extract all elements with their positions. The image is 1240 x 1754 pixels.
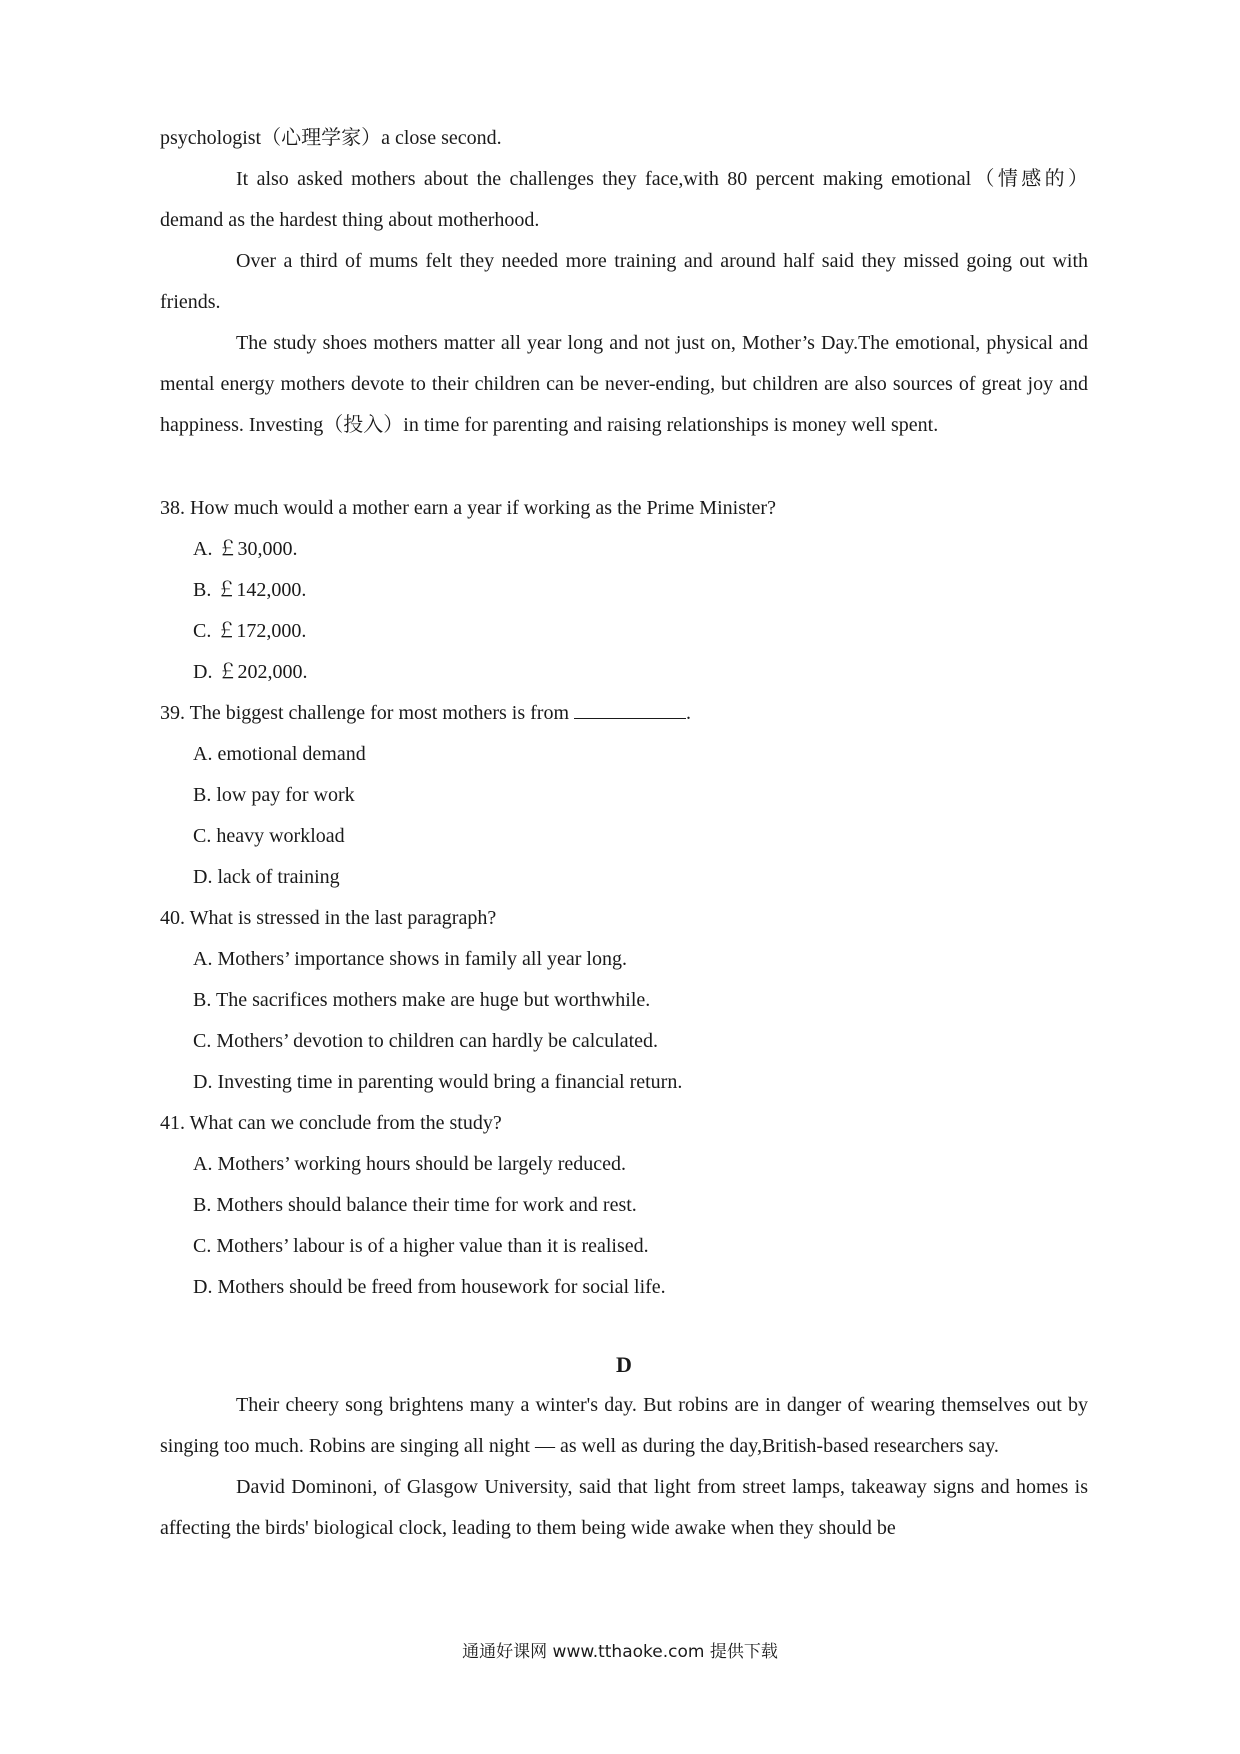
question-stem: 40. What is stressed in the last paragraph? [160, 907, 497, 929]
option-b: B. Mothers should balance their time for work and rest. [193, 1194, 637, 1216]
option-d: D. Investing time in parenting would bring a financial return. [193, 1071, 683, 1093]
option-a: A. Mothers’ importance shows in family all year long. [193, 948, 627, 970]
option-b: B. The sacrifices mothers make are huge but worthwhile. [193, 989, 651, 1011]
passage-d-paragraph-1: Their cheery song brightens many a winter's day. But robins are in danger of wearing themselves out by singing too much. Robins are singing all night — as well as during the day,British-based researchers say. [160, 1394, 1088, 1457]
option-d: D. Mothers should be freed from housework for social life. [193, 1276, 666, 1298]
question-stem: 38. How much would a mother earn a year if working as the Prime Minister? [160, 497, 776, 519]
option-d: D. ￡202,000. [193, 661, 308, 683]
passage-c-paragraph-3: Over a third of mums felt they needed more training and around half said they missed going out with friends. [160, 250, 1088, 313]
passage-c-paragraph-2: It also asked mothers about the challenges they face,with 80 percent making emotional（情感的） demand as the hardest thing about motherhood. [160, 168, 1088, 231]
question-39 [160, 693, 1088, 898]
option-b: B. low pay for work [193, 784, 355, 806]
question-38 [160, 488, 1088, 693]
option-a: A. emotional demand [193, 743, 366, 765]
option-c: C. Mothers’ labour is of a higher value than it is realised. [193, 1235, 649, 1257]
answer-blank [574, 700, 686, 719]
option-a: A. ￡30,000. [193, 538, 298, 560]
option-a: A. Mothers’ working hours should be largely reduced. [193, 1153, 627, 1175]
footer-credit: 通通好课网 www.tthaoke.com 提供下载 [462, 1642, 778, 1662]
question-stem: 41. What can we conclude from the study? [160, 1112, 502, 1134]
passage-c-paragraph-1: psychologist（心理学家）a close second. [160, 127, 502, 149]
option-c: C. ￡172,000. [193, 620, 307, 642]
document-page [160, 118, 1088, 1549]
question-stem-text: 39. The biggest challenge for most mothers is from [160, 702, 574, 724]
passage-c-paragraph-4: The study shoes mothers matter all year long and not just on, Mother’s Day.The emotional, physical and mental energy mothers devote to their children can be never-ending, but children are also sources of great joy and happiness. Investing（投入）in time for parenting and raising relationships is money well spent. [160, 332, 1088, 436]
question-stem [160, 693, 1088, 734]
question-stem-end: . [686, 702, 691, 724]
question-40 [160, 898, 1088, 1103]
option-d: D. lack of training [193, 866, 340, 888]
section-gap [160, 446, 1088, 488]
passage-d-title: D [616, 1352, 632, 1377]
option-c: C. Mothers’ devotion to children can hardly be calculated. [193, 1030, 659, 1052]
passage-d-paragraph-2: David Dominoni, of Glasgow University, said that light from street lamps, takeaway signs and homes is affecting the birds' biological clock, leading to them being wide awake when they should be [160, 1476, 1088, 1539]
option-b: B. ￡142,000. [193, 579, 307, 601]
question-41 [160, 1103, 1088, 1308]
option-c: C. heavy workload [193, 825, 345, 847]
